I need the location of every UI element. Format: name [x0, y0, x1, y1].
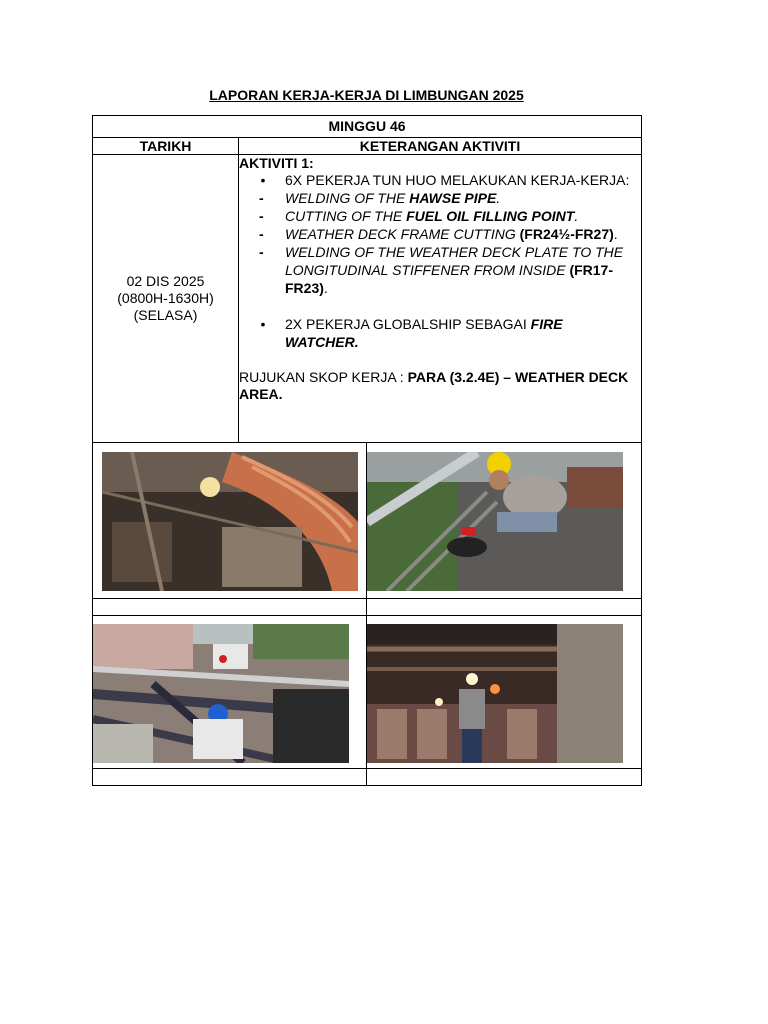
- dash-icon: -: [259, 208, 264, 224]
- bullet-firewatch-text: 2X PEKERJA GLOBALSHIP SEBAGAI: [285, 316, 531, 332]
- page-title: LAPORAN KERJA-KERJA DI LIMBUNGAN 2025: [209, 87, 524, 103]
- task-3-end: .: [613, 226, 618, 242]
- task-4-bold: (FR17-FR23): [285, 262, 613, 296]
- caption-cell-1: [93, 599, 367, 616]
- header-date: TARIKH: [93, 138, 239, 155]
- task-1-end: .: [496, 190, 501, 206]
- dash-icon: -: [259, 190, 264, 206]
- bullet-firewatch: [239, 315, 641, 351]
- task-item-2: [239, 207, 641, 225]
- task-1-bold: HAWSE PIPE: [409, 190, 497, 206]
- task-2-bold: FUEL OIL FILLING POINT: [406, 208, 575, 224]
- bullet-workers-text: 6X PEKERJA TUN HUO MELAKUKAN KERJA-KERJA:: [285, 172, 630, 188]
- photo-welder-deck-icon: [367, 452, 623, 591]
- task-item-4: [239, 243, 641, 297]
- dash-icon: -: [259, 226, 264, 242]
- activity-cell: [239, 155, 642, 443]
- dash-icon: -: [259, 244, 264, 260]
- scope-reference-value: PARA (3.2.4E) – WEATHER DECK AREA.: [239, 369, 629, 402]
- task-2-text: CUTTING OF THE: [285, 208, 407, 224]
- date-day: 02 DIS 2025: [126, 273, 205, 289]
- photo-cell-2: [367, 443, 642, 599]
- date-weekday: (SELASA): [133, 307, 198, 323]
- bullet-icon: •: [260, 172, 266, 188]
- task-3-text: WEATHER DECK FRAME CUTTING: [285, 226, 520, 242]
- task-3-bold: (FR24½-FR27): [519, 226, 614, 242]
- task-4-end: .: [323, 280, 328, 296]
- caption-cell-2: [367, 599, 642, 616]
- week-label: MINGGU 46: [93, 116, 642, 138]
- task-item-3: [239, 225, 641, 243]
- task-4-text: WELDING OF THE WEATHER DECK PLATE TO THE LONGITUDINAL STIFFENER FROM INSIDE: [285, 244, 624, 278]
- photo-cell-1: [93, 443, 367, 599]
- task-item-1: [239, 189, 641, 207]
- scope-reference-label: RUJUKAN SKOP KERJA :: [239, 369, 408, 385]
- photo-cell-4: [367, 616, 642, 769]
- photo-cell-3: [93, 616, 367, 769]
- photo-deck-frame-cutting-icon: [93, 624, 349, 763]
- date-hours: (0800H-1630H): [117, 290, 214, 306]
- task-1-text: WELDING OF THE: [285, 190, 410, 206]
- date-cell: [93, 155, 239, 443]
- activity-title: AKTIVITI 1:: [239, 155, 314, 171]
- bullet-firewatch-bold: FIRE WATCHER.: [285, 316, 563, 350]
- bullet-workers: [239, 171, 641, 189]
- photo-interior-ducting-icon: [102, 452, 358, 591]
- header-activity: KETERANGAN AKTIVITI: [239, 138, 642, 155]
- scope-reference: [239, 369, 641, 403]
- bullet-icon: •: [260, 316, 266, 332]
- footer-cell-2: [367, 769, 642, 786]
- task-2-end: .: [574, 208, 579, 224]
- photo-interior-welding-icon: [367, 624, 623, 763]
- footer-cell: [93, 769, 367, 786]
- report-table: [92, 115, 642, 786]
